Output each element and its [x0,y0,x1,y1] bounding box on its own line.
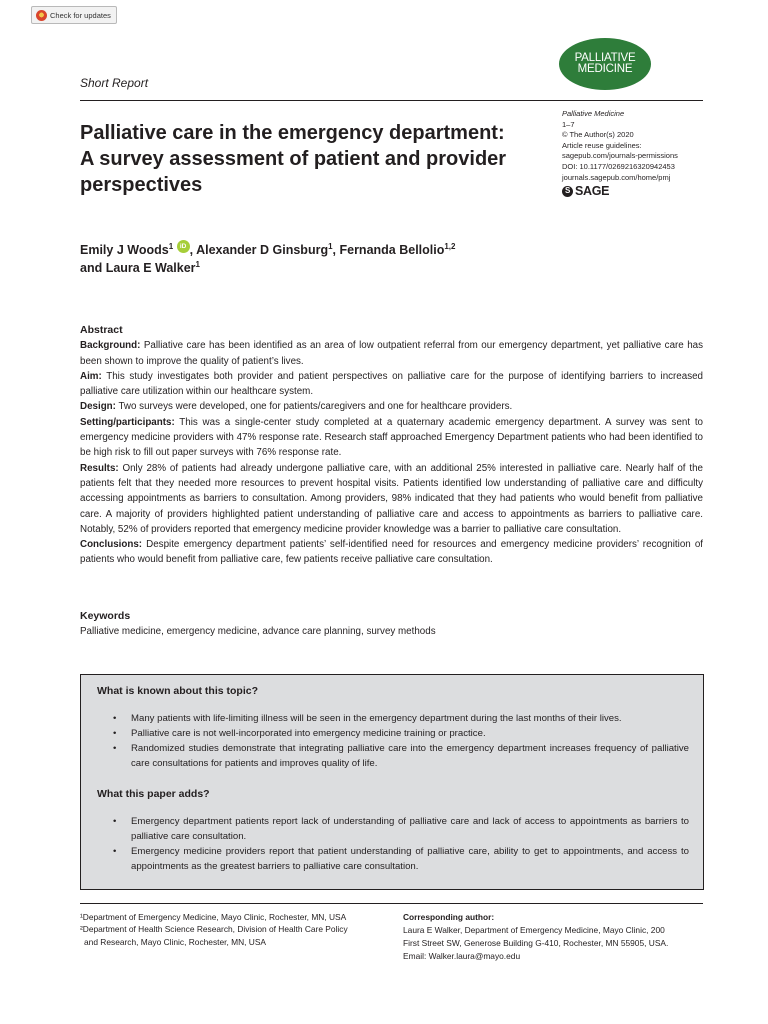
design-label: Design: [80,401,116,413]
article-metadata [562,109,712,197]
list-item: • Palliative care is not well-incorporated into emergency medicine training or practice. [131,726,689,741]
design-text: Two surveys were developed, one for patients/caregivers and one for healthcare providers. [115,401,513,413]
adds-heading: What this paper adds? [97,788,210,800]
known-heading: What is known about this topic? [97,685,258,697]
author-ginsburg: , Alexander D Ginsburg [189,243,329,257]
footer-divider [80,903,703,904]
orcid-icon[interactable]: iD [177,240,190,253]
crossmark-icon [36,10,47,21]
permissions-link[interactable]: sagepub.com/journals-permissions [562,151,678,161]
corresponding-line-2: First Street SW, Generose Building G-410, Rochester, MN 55905, USA. [403,938,669,948]
aim-text: This study investigates both provider and patient perspectives on palliative care for the purpose of identifying barriers to increased palliative care utilization within our healthcare system. [80,370,703,398]
title-line-2: A survey assessment of patient and provider [80,148,507,170]
author-walker-affil: 1 [195,259,200,269]
keywords [80,608,703,640]
results-label: Results: [80,462,119,474]
background-label: Background: [80,340,141,352]
journal-logo-line1: PALLIATIVE [574,51,636,64]
author-walker: and Laura E Walker [80,261,196,275]
abstract-heading: Abstract [80,324,123,336]
author-list [80,241,550,277]
copyright: © The Author(s) 2020 [562,130,634,140]
abstract-conclusions [80,537,703,568]
affiliations [80,911,390,948]
summary-box [80,674,704,890]
page-range: 1–7 [562,119,575,129]
abstract-background [80,338,703,369]
author-bellolio-affil: 1,2 [444,241,456,251]
adds-list [97,814,689,874]
list-item: • Emergency medicine providers report that patient understanding of palliative care, ability to get to appointments, and access to appointments as the greatest barriers to palliative care consultation. [131,844,689,874]
corresponding-author [403,911,703,963]
affiliation-2-line-1: ²Department of Health Science Research, Division of Health Care Policy [80,924,348,935]
known-list [97,711,689,771]
corresponding-line-1: Laura E Walker, Department of Emergency Medicine, Mayo Clinic, 200 [403,925,665,935]
author-ginsburg-affil: 1 [328,241,333,251]
title-line-1: Palliative care in the emergency department: [80,122,505,144]
abstract [80,323,703,568]
header-divider [80,100,703,101]
article-type-label: Short Report [80,76,149,90]
affiliation-2-line-2: and Research, Mayo Clinic, Rochester, MN, USA [84,936,266,947]
list-item: • Randomized studies demonstrate that integrating palliative care into the emergency department increases frequency of palliative care consultations for patients and improves quality of life. [131,741,689,771]
corresponding-heading: Corresponding author: [403,912,495,922]
article-title [80,120,550,198]
doi-link[interactable]: DOI: 10.1177/0269216320942453 [562,161,675,171]
keywords-text: Palliative medicine, emergency medicine, advance care planning, survey methods [80,626,436,637]
results-text: Only 28% of patients had already undergone palliative care, with an additional 25% interested in palliative care. Nearly half of the patients felt that they needed more resources to prevent hospital visits. Patients identified low understanding of palliative care and difficulty accessing appointments as barriers to consultation. Among providers, 98% indicated that they had patients who would benefit from palliative care. A majority of providers highlighted patient understanding of palliative care and access to appointments as barriers to palliative care. Notably, 52% of providers reported that emergency medicine provider knowledge was a barrier to palliative care consultation. [80,462,703,535]
affiliation-1: ¹Department of Emergency Medicine, Mayo Clinic, Rochester, MN, USA [80,912,347,922]
abstract-design [80,399,703,414]
check-for-updates-label: Check for updates [50,10,111,20]
abstract-setting [80,415,703,461]
sage-logo-icon: S [562,186,573,197]
journal-name: Palliative Medicine [562,109,625,118]
conclusions-text: Despite emergency department patients’ self-identified need for resources and emergency medicine providers’ recognition of patients who would benefit from palliative care, few patients receive palliative care consultation. [80,539,703,566]
list-item: • Many patients with life-limiting illness will be seen in the emergency department during the last months of their lives. [131,711,689,726]
journal-logo-line2: MEDICINE [577,63,633,75]
setting-label: Setting/participants: [80,416,175,428]
conclusions-label: Conclusions: [80,539,143,551]
journal-home-link[interactable]: journals.sagepub.com/home/pmj [562,172,671,182]
author-woods: Emily J Woods [80,243,169,257]
corresponding-email[interactable]: Email: Walker.laura@mayo.edu [403,951,521,961]
abstract-results [80,461,703,537]
publisher-logo [562,186,712,197]
list-item: • Emergency department patients report lack of understanding of palliative care and lack of access to appointments as barriers to palliative care consultation. [131,814,689,844]
background-text: Palliative care has been identified as an area of low outpatient referral from our emergency department, yet palliative care has been shown to improve the quality of patient’s lives. [80,340,703,367]
reuse-guidelines-label: Article reuse guidelines: [562,140,642,150]
abstract-aim [80,369,703,400]
author-bellolio: , Fernanda Bellolio [332,243,445,257]
author-woods-affil: 1 [168,241,174,251]
check-for-updates-button[interactable] [31,6,117,24]
publisher-name: SAGE [575,184,610,199]
keywords-heading: Keywords [80,610,131,622]
setting-text: This was a single-center study completed at a quaternary academic emergency department. A survey was sent to emergency medicine providers with 47% response rate. Research staff approached Emergency Department patients who had been identified to be high risk to fill out paper surveys with 76% response rate. [80,416,703,459]
title-line-3: perspectives [80,174,203,196]
aim-label: Aim: [80,370,102,382]
journal-logo [559,38,651,90]
